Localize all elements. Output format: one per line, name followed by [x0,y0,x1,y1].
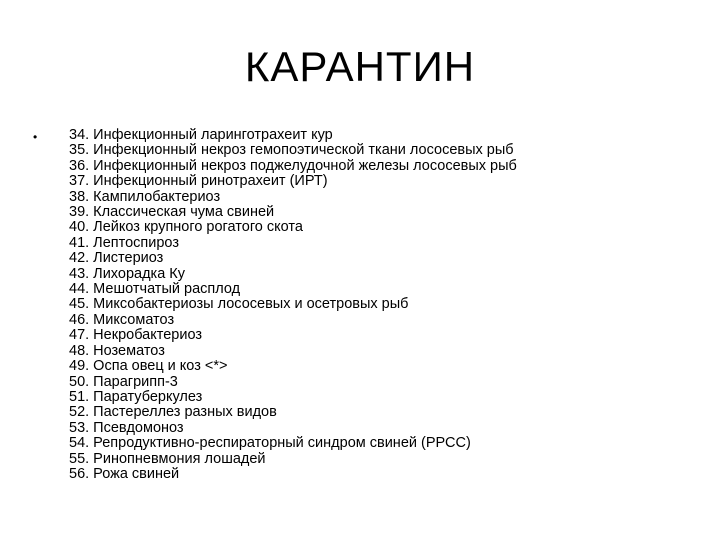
list-item: 45. Миксобактериозы лососевых и осетровых рыб [69,296,409,313]
list-item: 48. Нозематоз [69,342,165,359]
list-item: 46. Миксоматоз [69,311,175,328]
list-item: 44. Мешотчатый расплод [69,281,241,298]
list-item: 41. Лептоспироз [69,234,179,251]
list-item: 54. Репродуктивно-респираторный синдром свиней (РРСС) [69,435,471,452]
list-item: 52. Пастереллез разных видов [69,404,277,421]
list-item: 36. Инфекционный некроз поджелудочной железы лососевых рыб [69,157,517,174]
bullet-marker: • [33,130,38,144]
list-item: 39. Классическая чума свиней [69,204,275,221]
list-item: 35. Инфекционный некроз гемопоэтической ткани лососевых рыб [69,142,514,159]
list-item: 50. Парагрипп-3 [69,373,178,390]
list-item: 43. Лихорадка Ку [69,265,185,282]
list-item: 55. Ринопневмония лошадей [69,450,266,467]
list-item: 34. Инфекционный ларинготрахеит кур [69,127,333,143]
list-item: 38. Кампилобактериоз [69,188,221,205]
list-item: 37. Инфекционный ринотрахеит (ИРТ) [69,173,328,190]
list-item: 51. Паратуберкулез [69,388,203,405]
list-item: 53. Псевдомоноз [69,419,184,436]
list-item: 47. Некробактериоз [69,327,202,344]
slide-title: КАРАНТИН [244,43,476,90]
list-item: 40. Лейкоз крупного рогатого скота [69,219,303,236]
disease-list [69,128,699,482]
list-item: 56. Рожа свиней [69,465,180,482]
list-item: 49. Оспа овец и коз <*> [69,358,228,375]
list-item: 42. Листериоз [69,250,164,267]
